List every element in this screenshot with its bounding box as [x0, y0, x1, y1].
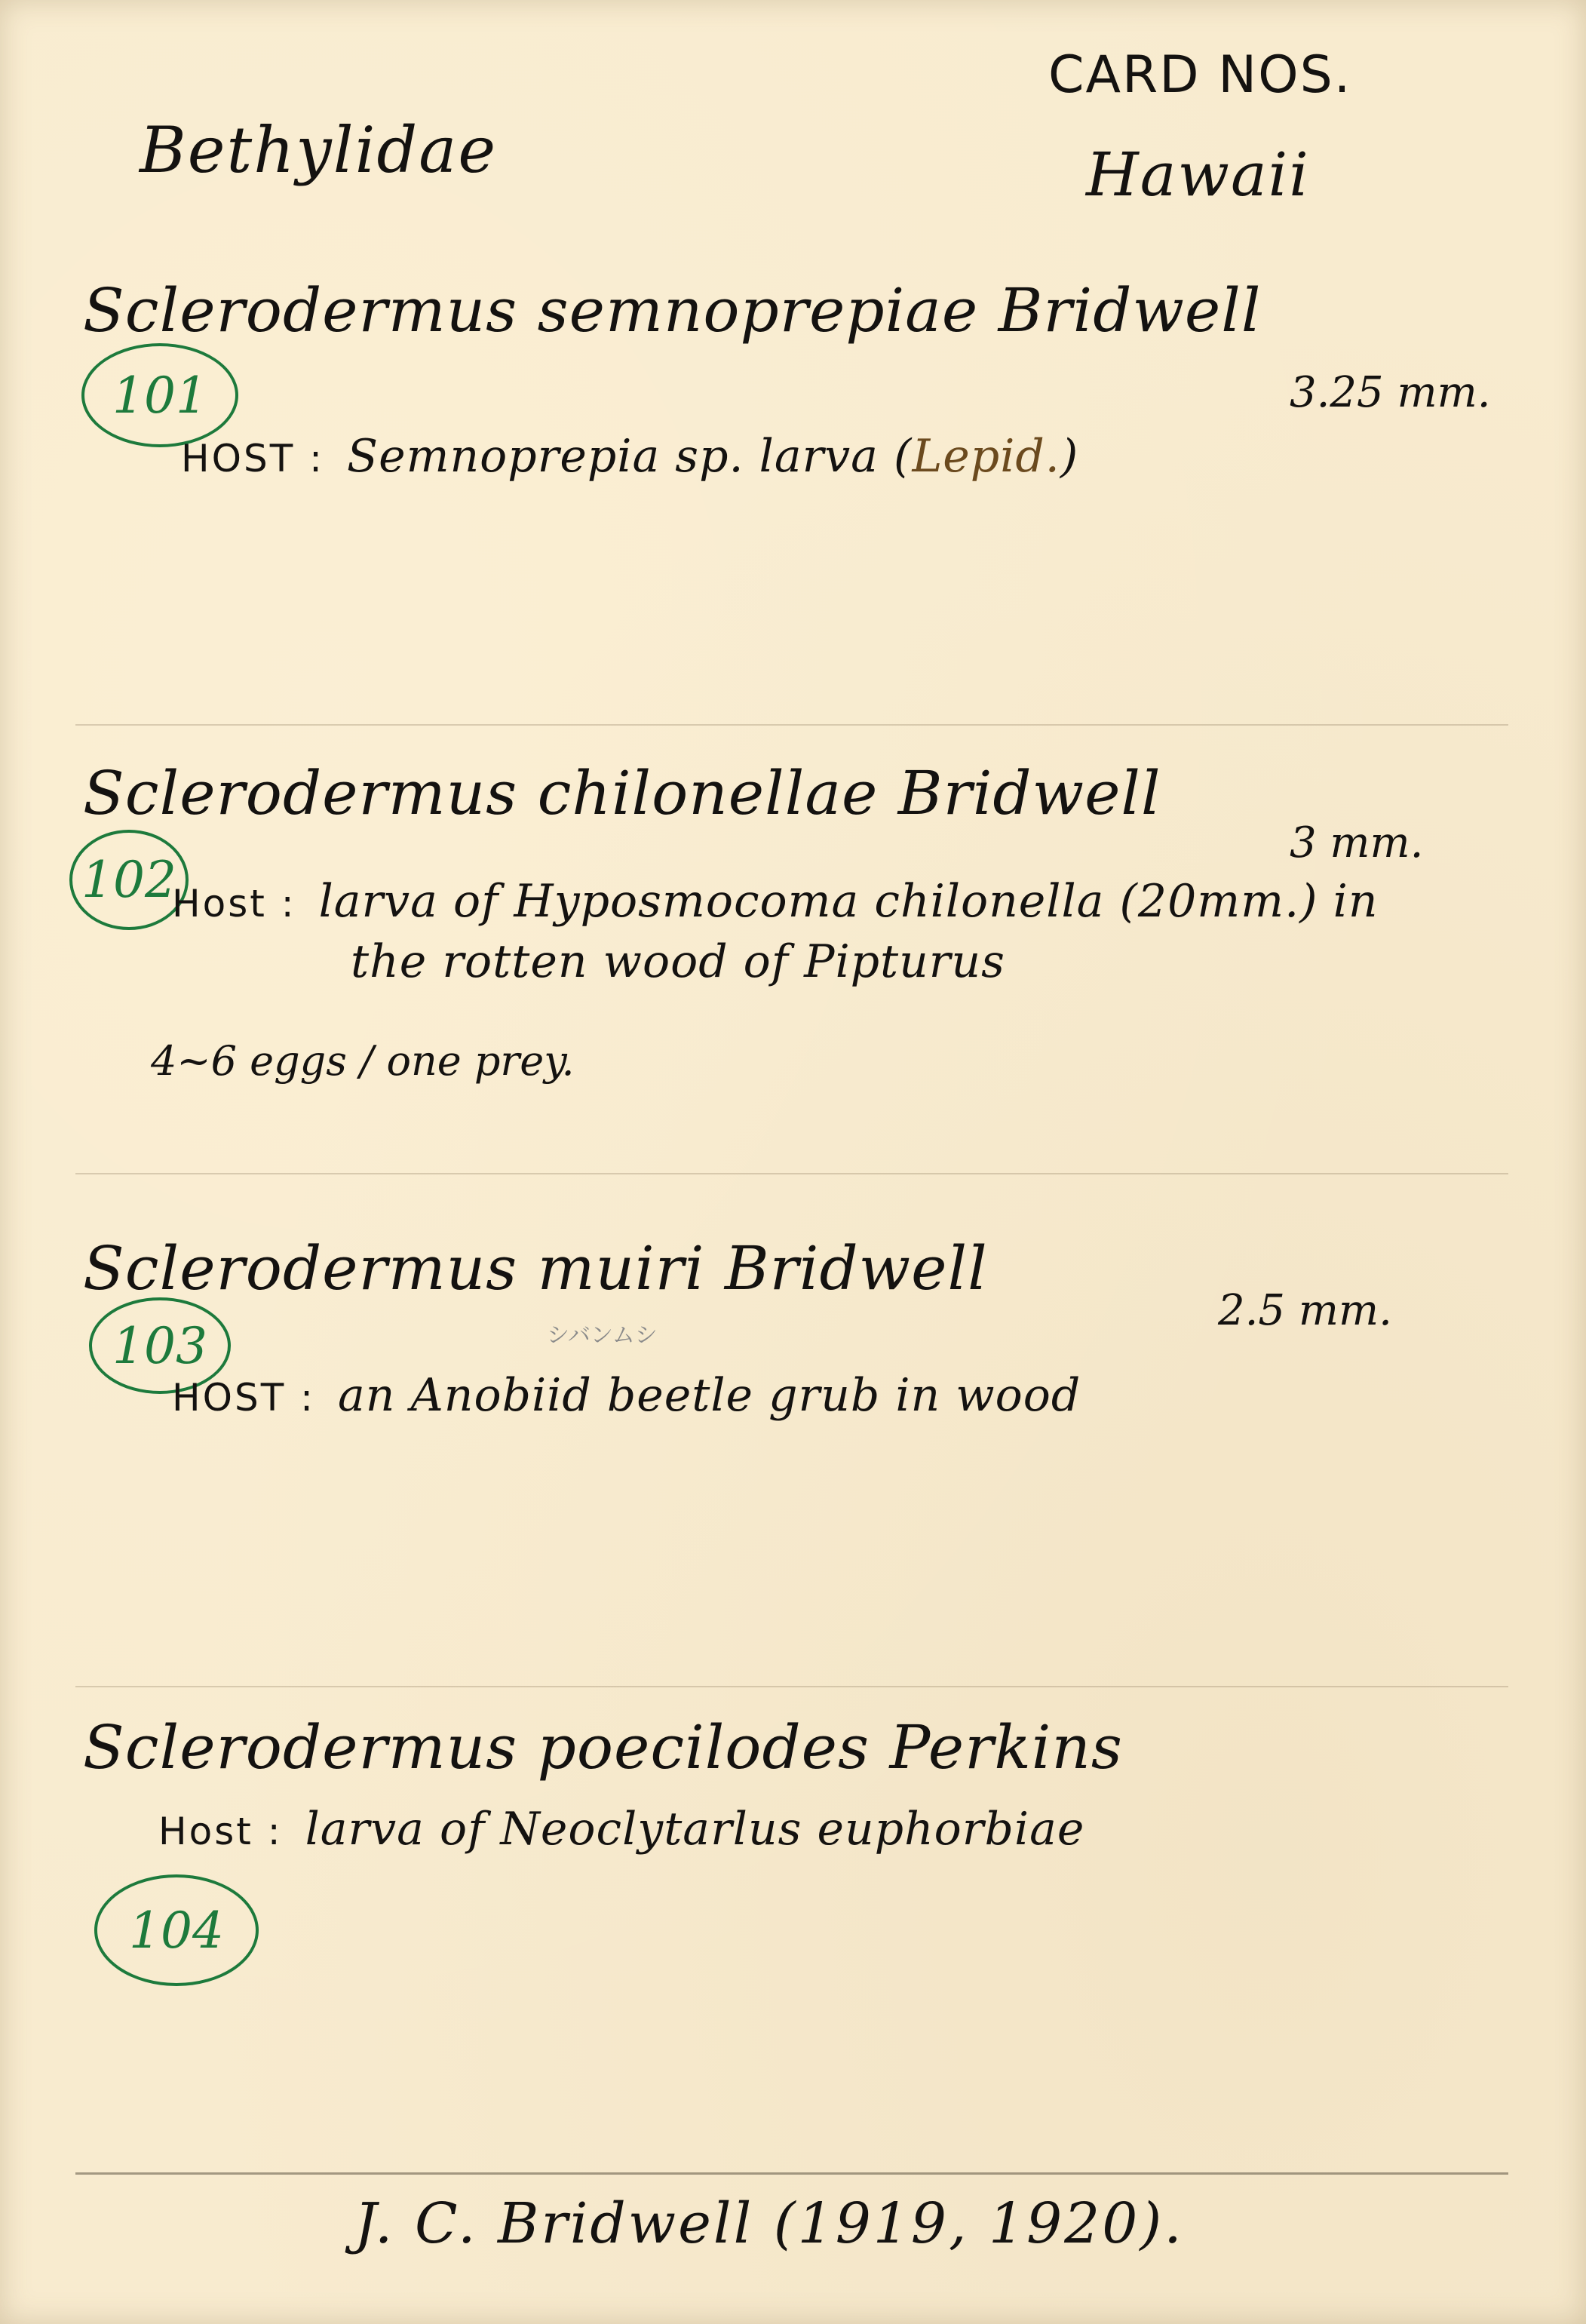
- host-line: [158, 1803, 1084, 1856]
- host-label: Host :: [172, 882, 296, 926]
- host-label: HOST :: [172, 1376, 315, 1420]
- host-line: [181, 430, 1078, 483]
- egg-note: 4~6 eggs / one prey.: [151, 1037, 575, 1085]
- card-number-badge: [94, 1874, 259, 1986]
- host-line-continued: the rotten wood of Pipturus: [351, 935, 1005, 988]
- host-close: ): [1060, 430, 1079, 483]
- host-label: Host :: [158, 1810, 283, 1853]
- host-text: an Anobiid beetle grub in wood: [337, 1369, 1081, 1422]
- host-label: HOST :: [181, 437, 324, 480]
- specimen-size: 3 mm.: [1290, 818, 1424, 867]
- locality: Hawaii: [1086, 140, 1310, 210]
- host-text: larva of Neoclytarlus euphorbiae: [305, 1803, 1085, 1856]
- host-text: larva of Hyposmocoma chilonella (20mm.) in: [318, 875, 1379, 928]
- card-number: 103: [112, 1316, 207, 1375]
- card-number: 102: [81, 851, 176, 909]
- card-nos-label: CARD NOS.: [1048, 45, 1352, 105]
- card-number: 101: [112, 366, 207, 425]
- species-name: Sclerodermus poecilodes Perkins: [83, 1712, 1123, 1782]
- footer-divider: [75, 2172, 1508, 2175]
- host-order: Lepid.: [912, 430, 1060, 483]
- author-credit: J. C. Bridwell (1919, 1920).: [354, 2191, 1184, 2256]
- host-line: [172, 875, 1378, 928]
- card-number-badge: [69, 830, 189, 930]
- host-line: [172, 1369, 1081, 1422]
- species-name: Sclerodermus semnoprepiae Bridwell: [83, 275, 1262, 345]
- specimen-size: 2.5 mm.: [1218, 1286, 1392, 1335]
- species-name: Sclerodermus chilonellae Bridwell: [83, 758, 1161, 828]
- card-fold-line: [75, 1173, 1508, 1174]
- family-name: Bethylidae: [140, 113, 498, 187]
- host-text: Semnoprepia sp. larva (: [346, 430, 913, 483]
- card-number: 104: [129, 1901, 224, 1960]
- species-name: Sclerodermus muiri Bridwell: [83, 1233, 988, 1303]
- specimen-size: 3.25 mm.: [1290, 368, 1491, 417]
- card-fold-line: [75, 724, 1508, 726]
- japanese-annotation: シバンムシ: [547, 1322, 658, 1349]
- card-fold-line: [75, 1686, 1508, 1687]
